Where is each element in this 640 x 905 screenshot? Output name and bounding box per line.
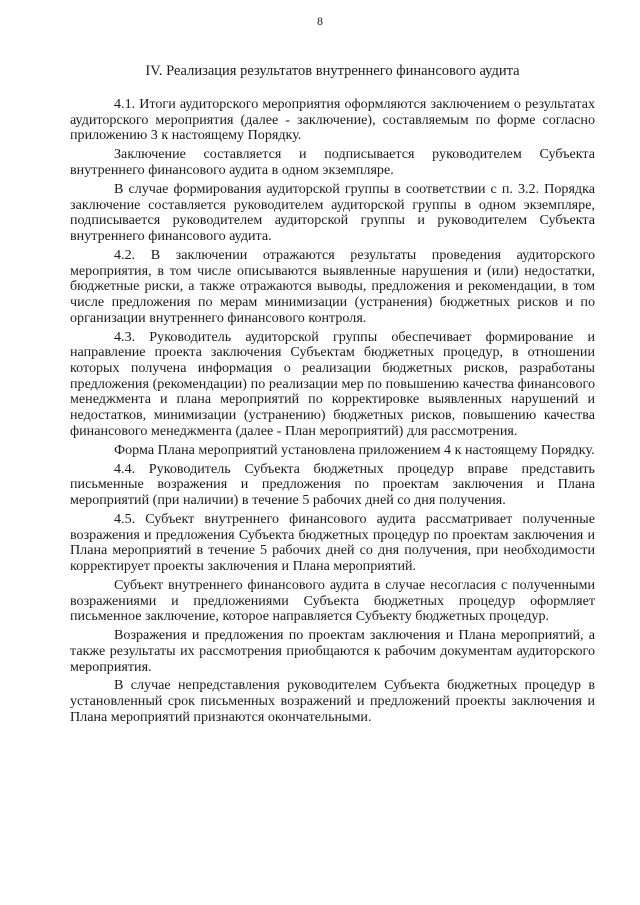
page-number: 8 <box>317 14 323 28</box>
paragraph-disagreement: Субъект внутреннего финансового аудита в случае несогласия с полученными возражениями и предложениями Субъекта бюджетных процедур оформляет письменное заключение, которое направляется Субъекту бюджетных процедур. <box>70 576 595 625</box>
paragraph-4-4: 4.4. Руководитель Субъекта бюджетных процедур вправе представить письменные возражения и предложения по проектам заключения и Плана мероприятий (при наличии) в течение 5 рабочих дней со дня получения. <box>70 460 595 508</box>
paragraph-audit-group-conclusion: В случае формирования аудиторской группы в соответствии с п. 3.2. Порядка заключение составляется руководителем аудиторской группы в одном экземпляре, подписывается руководителем аудиторской группы и руководителем Субъекта внутреннего финансового аудита. <box>70 180 595 244</box>
paragraph-final-documents: В случае непредставления руководителем Субъекта бюджетных процедур в установленный срок письменных возражений и предложений проекты заключения и Плана мероприятий признаются окончательными. <box>70 677 595 725</box>
paragraph-action-plan-form: Форма Плана мероприятий установлена приложением 4 к настоящему Порядку. <box>114 441 595 458</box>
paragraph-4-1: 4.1. Итоги аудиторского мероприятия оформляются заключением о результатах аудиторского мероприятия (далее - заключение), составляемым по форме согласно приложению 3 к настоящему Порядку. <box>70 96 595 144</box>
section-title: IV. Реализация результатов внутреннего финансового аудита <box>145 63 520 79</box>
paragraph-objections-attachment: Возражения и предложения по проектам заключения и Плана мероприятий, а также результаты их рассмотрения приобщаются к рабочим документам аудиторского мероприятия. <box>70 627 595 675</box>
section-body <box>70 97 595 729</box>
paragraph-conclusion-signing: Заключение составляется и подписывается руководителем Субъекта внутреннего финансового аудита в одном экземпляре. <box>70 146 595 178</box>
paragraph-4-5: 4.5. Субъект внутреннего финансового аудита рассматривает полученные возражения и предложения Субъекта бюджетных процедур по проектам заключения и Плана мероприятий в течение 5 рабочих дней со дня получения, при необходимости корректирует проекты заключения и Плана мероприятий. <box>70 510 595 574</box>
paragraph-4-2: 4.2. В заключении отражаются результаты проведения аудиторского мероприятия, в том числе описываются выявленные нарушения и (или) недостатки, бюджетные риски, а также отражаются выводы, предложения и рекомендации, в том числе предложения по мерам минимизации (устранения) бюджетных рисков и по организации внутреннего финансового контроля. <box>70 246 595 326</box>
paragraph-4-3: 4.3. Руководитель аудиторской группы обеспечивает формирование и направление проекта заключения Субъектам бюджетных процедур, в отношении которых получена информация о реализации бюджетных рисков, разработаны предложения (рекомендации) по реализации мер по повышению качества финансового менеджмента и плана мероприятий по корректировке выявленных нарушений и недостатков, минимизации (устранению) бюджетных рисков, повышению качества финансового менеджмента (далее - План мероприятий) для рассмотрения. <box>70 328 595 439</box>
